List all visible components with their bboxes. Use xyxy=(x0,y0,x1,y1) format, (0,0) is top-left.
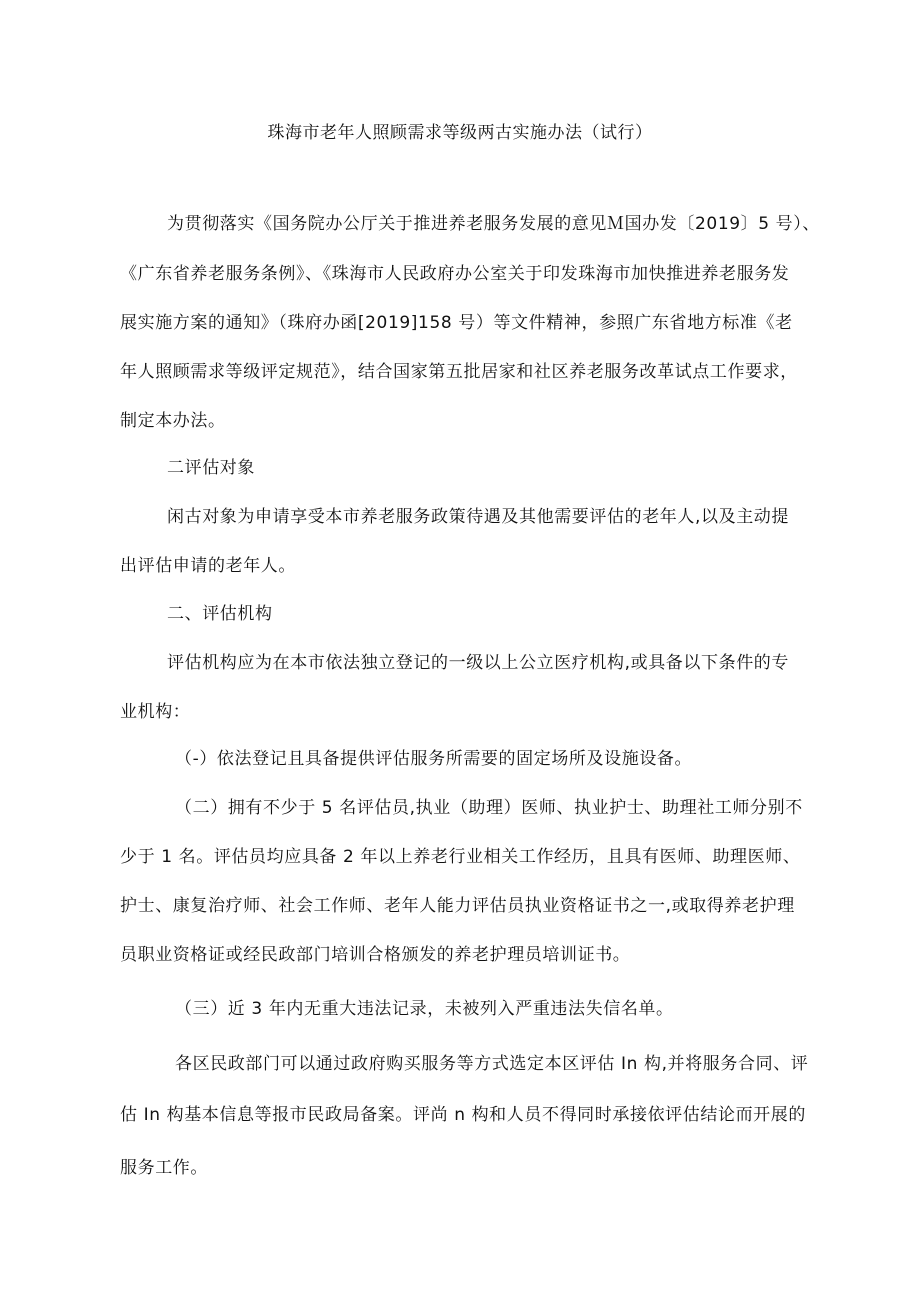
list-item-line: （-）依法登记且具备提供评估服务所需要的固定场所及设施设备。 xyxy=(175,749,693,769)
paragraph-line: 年人照顾需求等级评定规范》，结合国家第五批居家和社区养老服务改革试点工作要求， xyxy=(120,362,798,382)
paragraph-line: 估 In 构基本信息等报市民政局备案。评尚 n 构和人员不得同时承接依评估结论而开展的 xyxy=(120,1105,806,1125)
paragraph-line: 出评估申请的老年人。 xyxy=(120,556,296,576)
paragraph-line: 员职业资格证或经民政部门培训合格颁发的养老护理员培训证书。 xyxy=(120,945,631,965)
paragraph-line: 业机构： xyxy=(120,702,191,722)
paragraph-line: 制定本办法。 xyxy=(120,411,226,431)
section-heading: 二、评估机构 xyxy=(167,604,273,624)
paragraph-line: 《广东省养老服务条例》、《珠海市人民政府办公室关于印发珠海市加快推进养老服务发 xyxy=(120,264,790,284)
paragraph-line: 少于 1 名。评估员均应具备 2 年以上养老行业相关工作经历，且具有医师、助理医师、 xyxy=(120,847,801,867)
paragraph-line: 护士、康复治疗师、社会工作师、老年人能力评估员执业资格证书之一,或取得养老护理 xyxy=(120,896,795,916)
paragraph-line: 展实施方案的通知》（珠府办函[2019]158 号）等文件精神，参照广东省地方标准《老 xyxy=(120,313,793,333)
list-item-line: （二）拥有不少于 5 名评估员,执业（助理）医师、执业护士、助理社工师分别不 xyxy=(175,798,803,818)
list-item-line: （三）近 3 年内无重大违法记录，未被列入严重违法失信名单。 xyxy=(175,999,674,1019)
paragraph-line: 各区民政部门可以通过政府购买服务等方式选定本区评估 In 构,并将服务合同、评 xyxy=(175,1054,809,1074)
paragraph-line: 服务工作。 xyxy=(120,1158,208,1178)
paragraph-line: 为贯彻落实《国务院办公厅关于推进养老服务发展的意见Ｍ国办发〔2019〕5 号）、 xyxy=(167,214,820,234)
paragraph-line: 闲古对象为申请享受本市养老服务政策待遇及其他需要评估的老年人,以及主动提 xyxy=(167,507,790,527)
document-title: 珠海市老年人照顾需求等级两古实施办法（试行） xyxy=(267,123,653,143)
section-heading: 二评估对象 xyxy=(167,458,255,478)
paragraph-line: 评估机构应为在本市依法独立登记的一级以上公立医疗机构,或具备以下条件的专 xyxy=(167,653,790,673)
